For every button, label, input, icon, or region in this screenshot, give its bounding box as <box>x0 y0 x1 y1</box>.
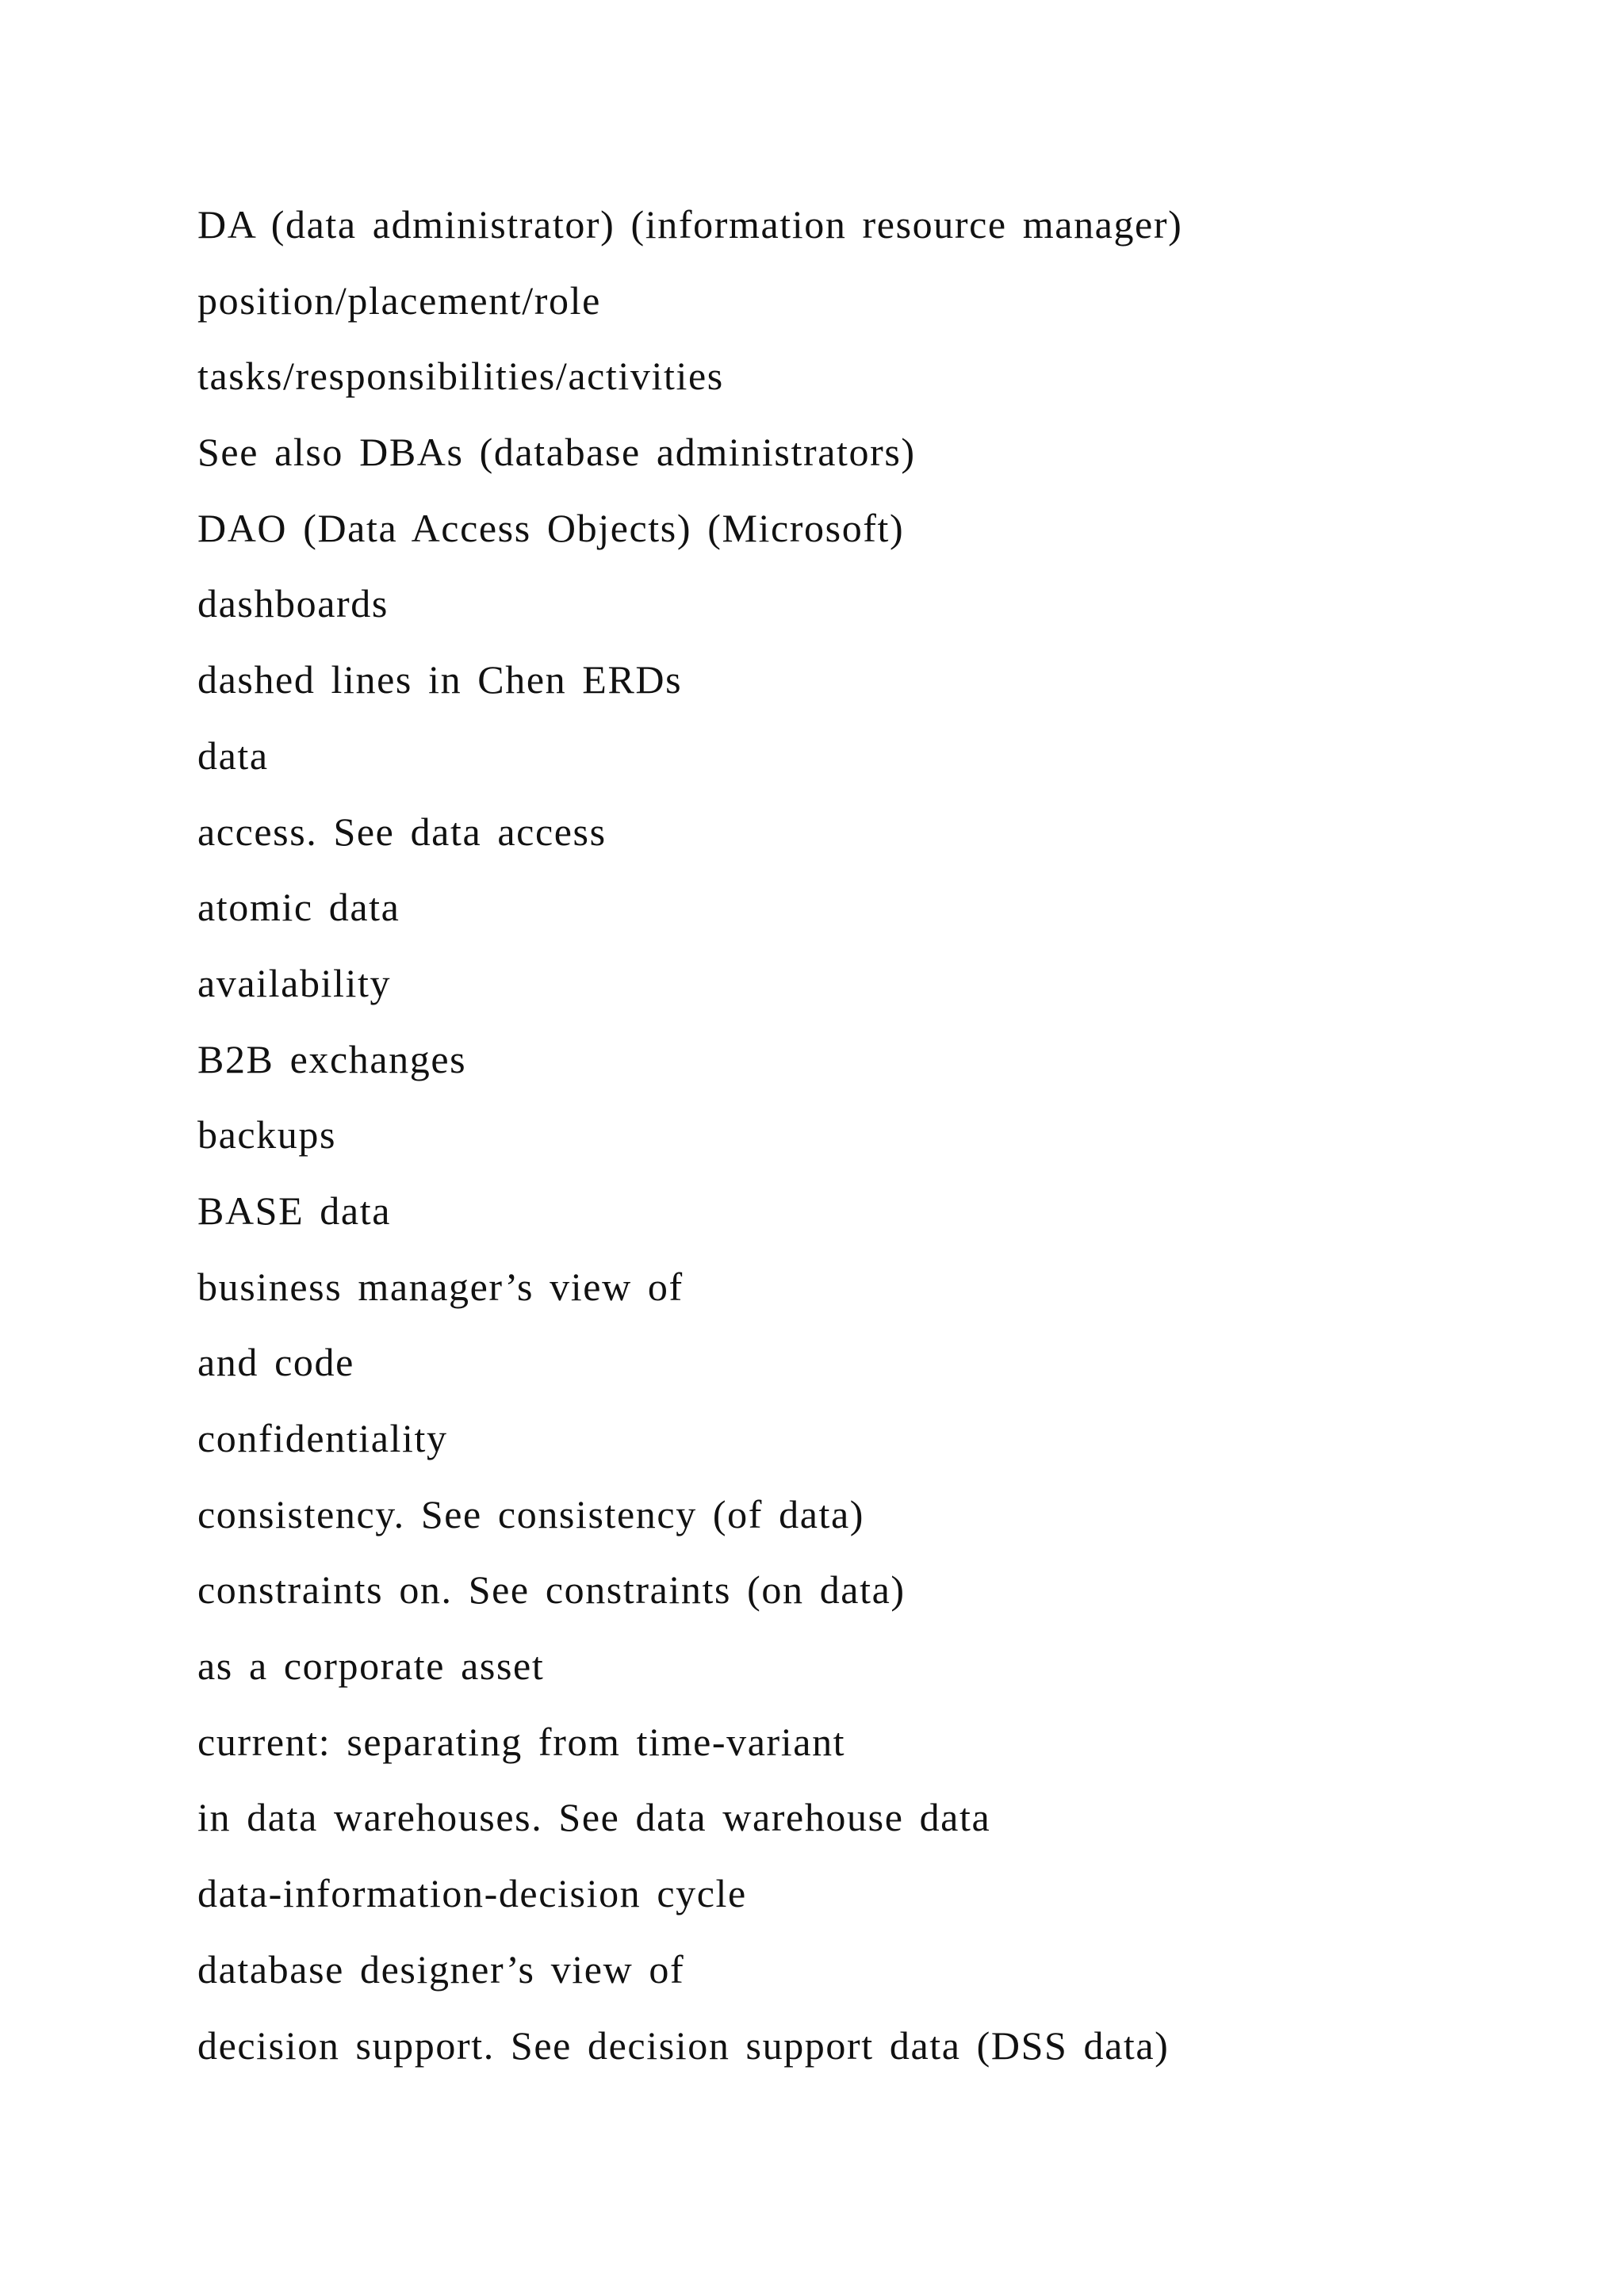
index-entry: DA (data administrator) (information resource manager) <box>197 202 1183 247</box>
index-entry: position/placement/role <box>197 277 601 323</box>
index-entry: dashboards <box>197 581 389 626</box>
index-entry: constraints on. See constraints (on data) <box>197 1567 906 1613</box>
index-entry-list <box>197 187 1182 2084</box>
index-entry: backups <box>197 1112 337 1158</box>
index-entry: in data warehouses. See data warehouse data <box>197 1795 991 1840</box>
index-entry: current: separating from time-variant <box>197 1719 846 1764</box>
index-entry: database designer’s view of <box>197 1946 685 1992</box>
index-entry: and code <box>197 1340 354 1385</box>
index-entry: decision support. See decision support data (DSS data) <box>197 2022 1170 2068</box>
index-entry: See also DBAs (database administrators) <box>197 430 916 475</box>
index-entry: as a corporate asset <box>197 1644 545 1689</box>
index-entry: confidentiality <box>197 1416 448 1460</box>
index-entry: atomic data <box>197 885 400 930</box>
index-entry: BASE data <box>197 1188 391 1233</box>
index-entry: data-information-decision cycle <box>197 1871 747 1916</box>
index-entry: B2B exchanges <box>197 1036 467 1081</box>
index-entry: business manager’s view of <box>197 1264 684 1309</box>
index-entry: DAO (Data Access Objects) (Microsoft) <box>197 505 905 550</box>
index-entry: access. See data access <box>197 809 607 854</box>
index-entry: dashed lines in Chen ERDs <box>197 657 683 702</box>
index-entry: data <box>197 733 269 778</box>
index-entry: consistency. See consistency (of data) <box>197 1491 865 1536</box>
index-entry: tasks/responsibilities/activities <box>197 354 724 399</box>
index-entry: availability <box>197 960 392 1005</box>
